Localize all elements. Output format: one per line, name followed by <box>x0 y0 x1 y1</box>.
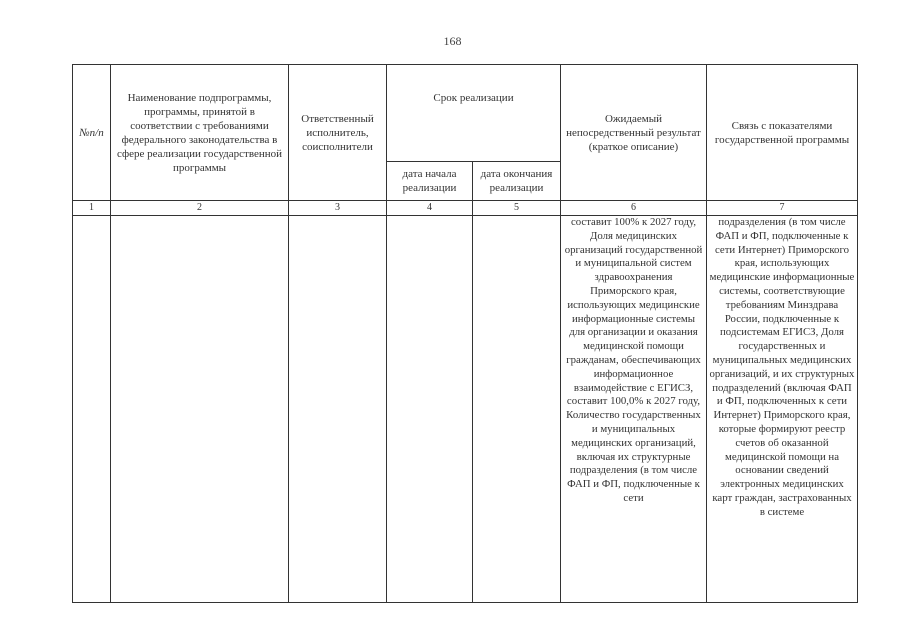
indicator-link-text: подразделения (в том числе ФАП и ФП, подключенные к сети Интернет) Приморского края, использующих медицинские информационные системы, соответствующие требованиям Минздрава России, подключенные к подсистемам ЕГИСЗ, Доля государственных и муниципальных медицинских организаций, и их структурных подразделений (включая ФАП и ФП, подключенных к сети Интернет) Приморского края, которые формируют реестр счетов об оказанной медицинской помощи на основании сведений электронных медицинских карт граждан, застрахованных в системе <box>709 216 855 518</box>
column-number: 2 <box>111 201 289 216</box>
column-number: 7 <box>707 201 858 216</box>
header-end-date: дата окончания реализации <box>473 162 561 201</box>
column-number: 3 <box>289 201 387 216</box>
row-cell-start-date <box>387 216 473 603</box>
row-cell-executor <box>289 216 387 603</box>
row-cell-indicator-link <box>707 216 858 603</box>
expected-result-text: составит 100% к 2027 году, Доля медицинских организаций государственной и муниципальной систем здравоохранения Приморского края, использующих медицинские информационные системы для организации и оказания медицинской помощи гражданам, обеспечивающих информационное взаимодействие с ЕГИСЗ, составит 100,0% к 2027 году, Количество государственных и муниципальных медицинских организаций, включая их структурные подразделения (в том числе ФАП и ФП, подключенные к сети <box>564 216 703 504</box>
column-number: 5 <box>473 201 561 216</box>
header-number: №п/п <box>73 65 111 201</box>
column-number-row <box>73 201 858 216</box>
header-indicator-link: Связь с показателями государственной программы <box>707 65 858 201</box>
program-table <box>72 64 858 603</box>
header-implementation-period: Срок реализации <box>387 65 561 162</box>
column-number: 4 <box>387 201 473 216</box>
expected-result-clip <box>561 216 706 602</box>
header-start-date: дата начала реализации <box>387 162 473 201</box>
header-row <box>73 65 858 162</box>
column-number: 6 <box>561 201 707 216</box>
header-responsible-executor: Ответственный исполнитель, соисполнители <box>289 65 387 201</box>
row-cell-expected-result <box>561 216 707 603</box>
table-row <box>73 216 858 603</box>
row-cell-subprogram <box>111 216 289 603</box>
row-cell-end-date <box>473 216 561 603</box>
row-cell-number <box>73 216 111 603</box>
indicator-link-clip <box>707 216 857 602</box>
header-expected-result: Ожидаемый непосредственный результат (краткое описание) <box>561 65 707 201</box>
page-number: 168 <box>443 34 462 48</box>
header-subprogram-name: Наименование подпрограммы, программы, принятой в соответствии с требованиями федерального законодательства в сфере реализации государственной программы <box>111 65 289 201</box>
column-number: 1 <box>73 201 111 216</box>
